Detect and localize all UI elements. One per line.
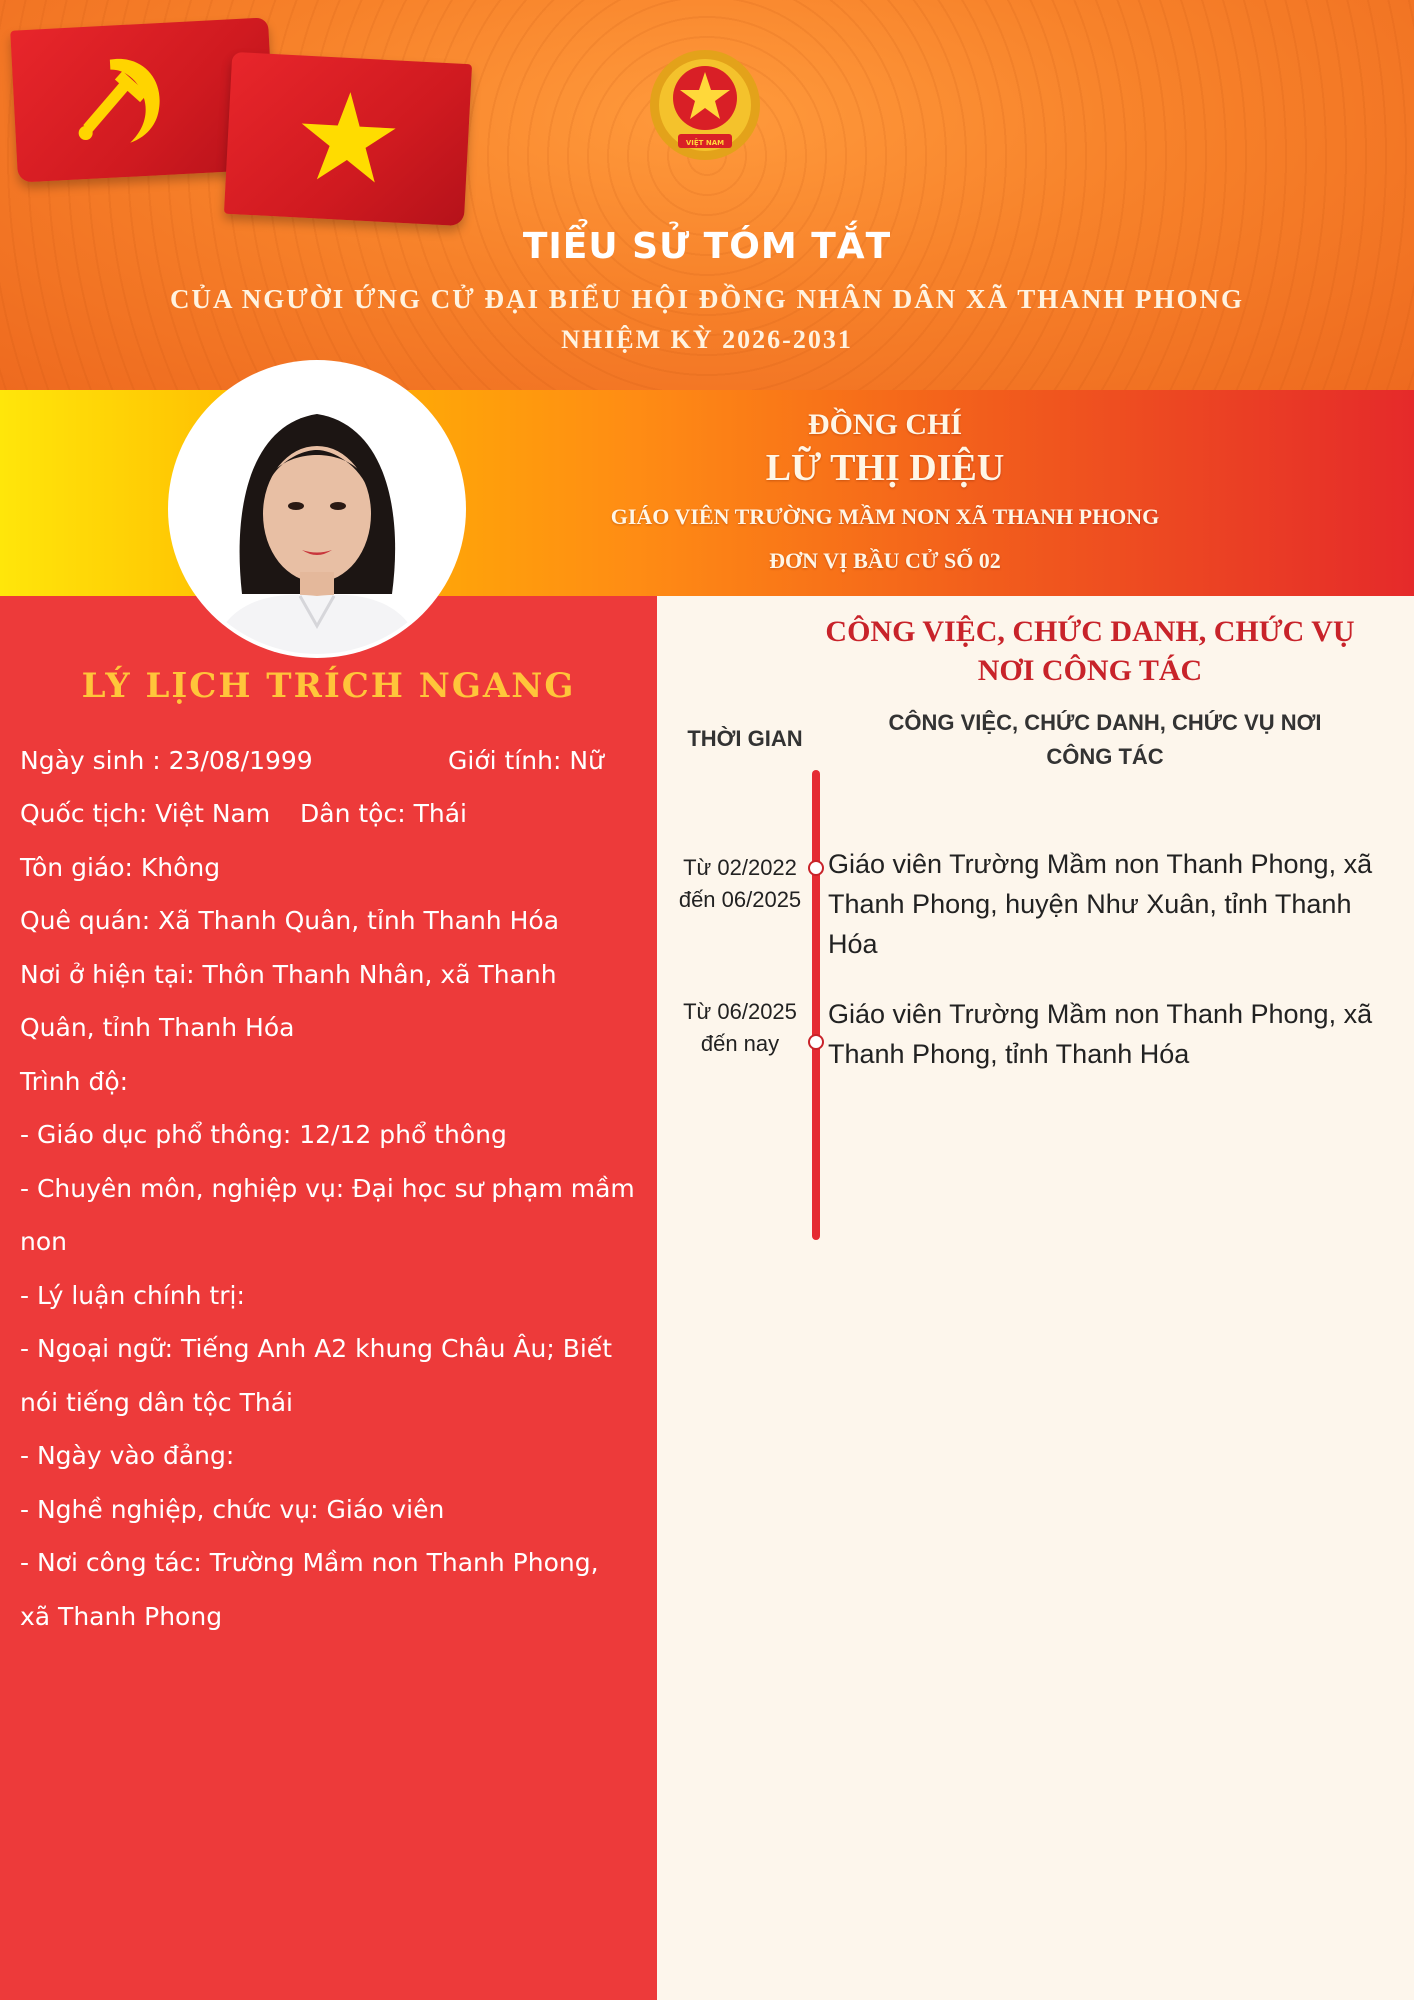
header-banner <box>0 0 1414 390</box>
timeline-entry-line: Giáo viên Trường Mầm non Thanh Phong, xã <box>828 849 1373 879</box>
timeline-entry-line: Thanh Phong, tỉnh Thanh Hóa <box>828 1039 1190 1069</box>
timeline-entry-line: Hóa <box>828 929 878 959</box>
specialty-line-1: - Chuyên môn, nghiệp vụ: Đại học sư phạm mầm <box>20 1174 635 1203</box>
term-label: NHIỆM KỲ 2026-2031 <box>561 325 853 354</box>
education-label: Trình độ: <box>20 1067 129 1096</box>
candidate-position: GIÁO VIÊN TRƯỜNG MẦM NON XÃ THANH PHONG <box>610 504 1160 529</box>
workplace-line-2: xã Thanh Phong <box>20 1602 223 1631</box>
religion: Tôn giáo: Không <box>20 853 221 882</box>
page-title: TIỂU SỬ TÓM TẮT <box>522 226 892 267</box>
comrade-label: ĐỒNG CHÍ <box>807 408 963 441</box>
candidate-photo <box>172 364 462 654</box>
timeline-time-end: đến 06/2025 <box>678 887 802 912</box>
profile-heading: LÝ LỊCH TRÍCH NGANG <box>81 666 576 706</box>
role-column-header-line-2: CÔNG TÁC <box>1046 744 1164 769</box>
residence-line-1: Nơi ở hiện tại: Thôn Thanh Nhân, xã Thanh <box>20 960 557 989</box>
career-heading-line-1: CÔNG VIỆC, CHỨC DANH, CHỨC VỤ <box>825 615 1355 648</box>
vietnam-flag-icon <box>224 52 472 226</box>
workplace-line-1: - Nơi công tác: Trường Mầm non Thanh Phong, <box>20 1548 599 1577</box>
career-panel <box>657 596 1414 2000</box>
time-column-header: THỜI GIAN <box>687 726 803 751</box>
birth-date: Ngày sinh : 23/08/1999 <box>20 746 313 775</box>
residence-line-2: Quân, tỉnh Thanh Hóa <box>20 1013 295 1042</box>
timeline-entry <box>828 844 1388 964</box>
general-education: - Giáo dục phổ thông: 12/12 phổ thông <box>20 1120 507 1149</box>
timeline-time-start: Từ 06/2025 <box>683 999 797 1024</box>
emblem-label: VIỆT NAM <box>685 139 725 147</box>
role-column-header-line-1: CÔNG VIỆC, CHỨC DANH, CHỨC VỤ NƠI <box>888 710 1322 735</box>
nationality: Quốc tịch: Việt Nam <box>20 799 271 828</box>
timeline-time-end: đến nay <box>700 1031 780 1056</box>
language-line-2: nói tiếng dân tộc Thái <box>20 1388 293 1417</box>
electoral-unit: ĐƠN VỊ BẦU CỬ SỐ 02 <box>769 548 1001 573</box>
timeline-time <box>660 996 820 1060</box>
candidate-name: LỮ THỊ DIỆU <box>765 447 1005 489</box>
timeline-time <box>660 852 820 916</box>
career-heading <box>800 612 1380 690</box>
political-theory: - Lý luận chính trị: <box>20 1281 245 1310</box>
occupation: - Nghề nghiệp, chức vụ: Giáo viên <box>20 1495 445 1524</box>
specialty-line-2: non <box>20 1227 67 1256</box>
gender: Giới tính: Nữ <box>448 746 604 775</box>
ethnicity: Dân tộc: Thái <box>300 799 467 828</box>
national-emblem-icon <box>648 48 762 162</box>
page-subtitle: CỦA NGƯỜI ỨNG CỬ ĐẠI BIỂU HỘI ĐỒNG NHÂN DÂN XÃ THANH PHONG <box>169 284 1245 314</box>
role-column-header <box>860 706 1350 774</box>
timeline-entry <box>828 994 1388 1074</box>
timeline-entry-line: Giáo viên Trường Mầm non Thanh Phong, xã <box>828 999 1373 1029</box>
timeline-time-start: Từ 02/2022 <box>683 855 797 880</box>
timeline-entry-line: Thanh Phong, huyện Như Xuân, tỉnh Thanh <box>828 889 1352 919</box>
party-join-date: - Ngày vào đảng: <box>20 1441 235 1470</box>
hometown: Quê quán: Xã Thanh Quân, tỉnh Thanh Hóa <box>20 906 560 935</box>
career-heading-line-2: NƠI CÔNG TÁC <box>977 654 1203 687</box>
language-line-1: - Ngoại ngữ: Tiếng Anh A2 khung Châu Âu; Biết <box>20 1334 612 1363</box>
